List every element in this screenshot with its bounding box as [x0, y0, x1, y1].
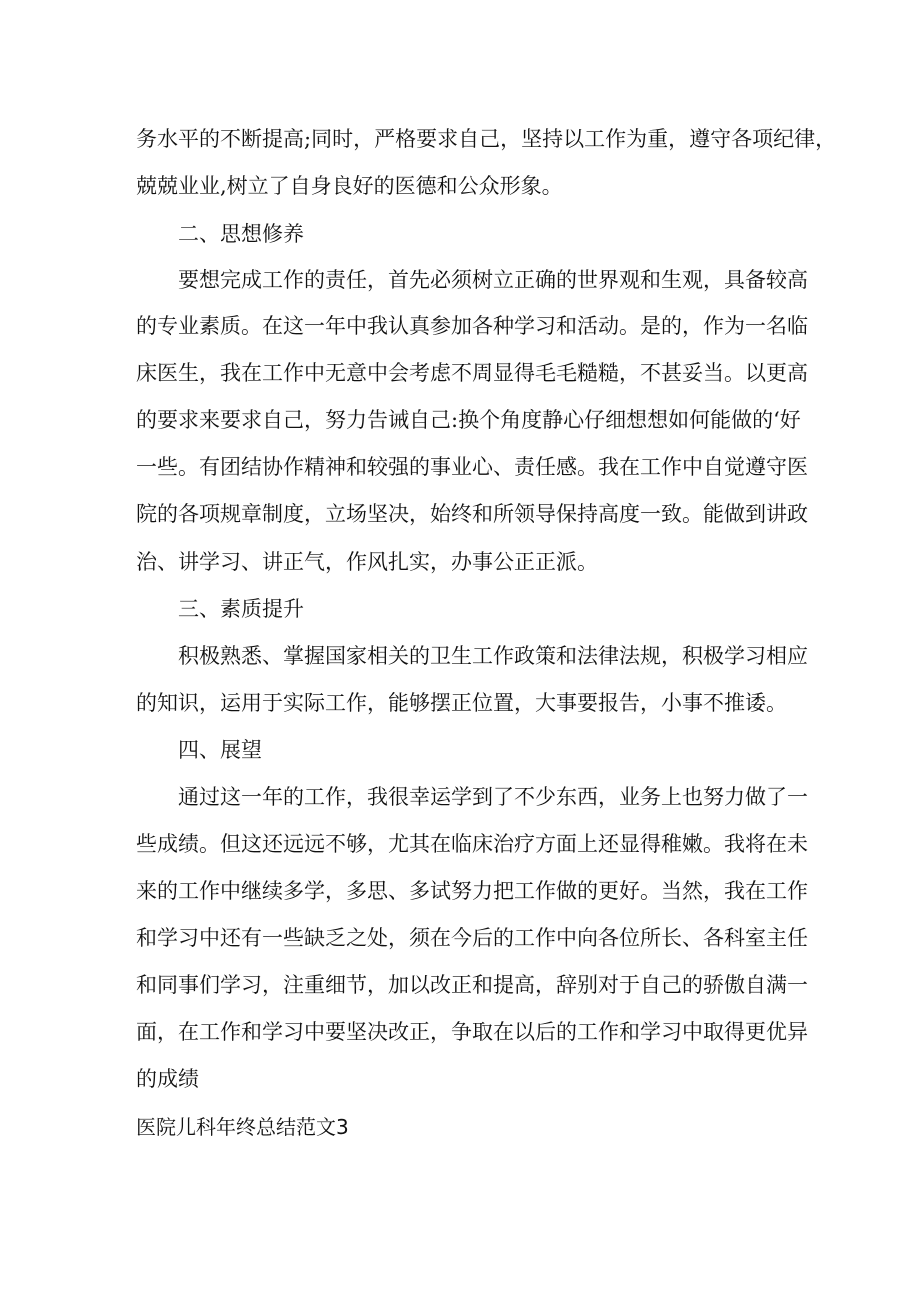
paragraph-line: 的专业素质。在这一年中我认真参加各种学习和活动。是的，作为一名临: [136, 314, 808, 338]
paragraph-line: 积极熟悉、掌握国家相关的卫生工作政策和法律法规，积极学习相应: [178, 644, 808, 668]
paragraph-line: 治、讲学习、讲正气，作风扎实，办事公正正派。: [136, 550, 598, 574]
section-heading: 二、思想修养: [178, 222, 304, 246]
paragraph-line: 院的各项规章制度，立场坚决，始终和所领导保持高度一致。能做到讲政: [136, 502, 808, 526]
paragraph-line: 床医生，我在工作中无意中会考虑不周显得毛毛糙糙，不甚妥当。以更高: [136, 361, 808, 385]
paragraph-line: 面，在工作和学习中要坚决改正，争取在以后的工作和学习中取得更优异: [136, 1020, 808, 1044]
section-heading: 三、素质提升: [178, 597, 304, 621]
section-heading: 四、展望: [178, 738, 262, 762]
paragraph-line: 兢兢业业,树立了自身良好的医德和公众形象。: [136, 174, 563, 198]
paragraph-line: 通过这一年的工作，我很幸运学到了不少东西，业务上也努力做了一: [178, 785, 808, 809]
paragraph-line: 的知识，运用于实际工作，能够摆正位置，大事要报告，小事不推诿。: [136, 691, 787, 715]
paragraph-line: 来的工作中继续多学，多思、多试努力把工作做的更好。当然，我在工作: [136, 879, 808, 903]
document-title: 医院儿科年终总结范文3: [136, 1115, 349, 1139]
paragraph-line: 要想完成工作的责任，首先必须树立正确的世界观和生观，具备较高: [178, 268, 808, 292]
paragraph-line: 和同事们学习，注重细节，加以改正和提高，辞别对于自己的骄傲自满一: [136, 973, 808, 997]
paragraph-line: 些成绩。但这还远远不够，尤其在临床治疗方面上还显得稚嫩。我将在未: [136, 832, 808, 856]
paragraph-line: 务水平的不断提高;同时，严格要求自己，坚持以工作为重，遵守各项纪律，: [136, 127, 837, 151]
paragraph-line: 的成绩: [136, 1067, 199, 1091]
paragraph-line: 和学习中还有一些缺乏之处，须在今后的工作中向各位所长、各科室主任: [136, 926, 808, 950]
paragraph-line: 一些。有团结协作精神和较强的事业心、责任感。我在工作中自觉遵守医: [136, 455, 808, 479]
paragraph-line: 的要求来要求自己，努力告诫自己:换个角度静心仔细想想如何能做的‘好: [136, 408, 801, 432]
